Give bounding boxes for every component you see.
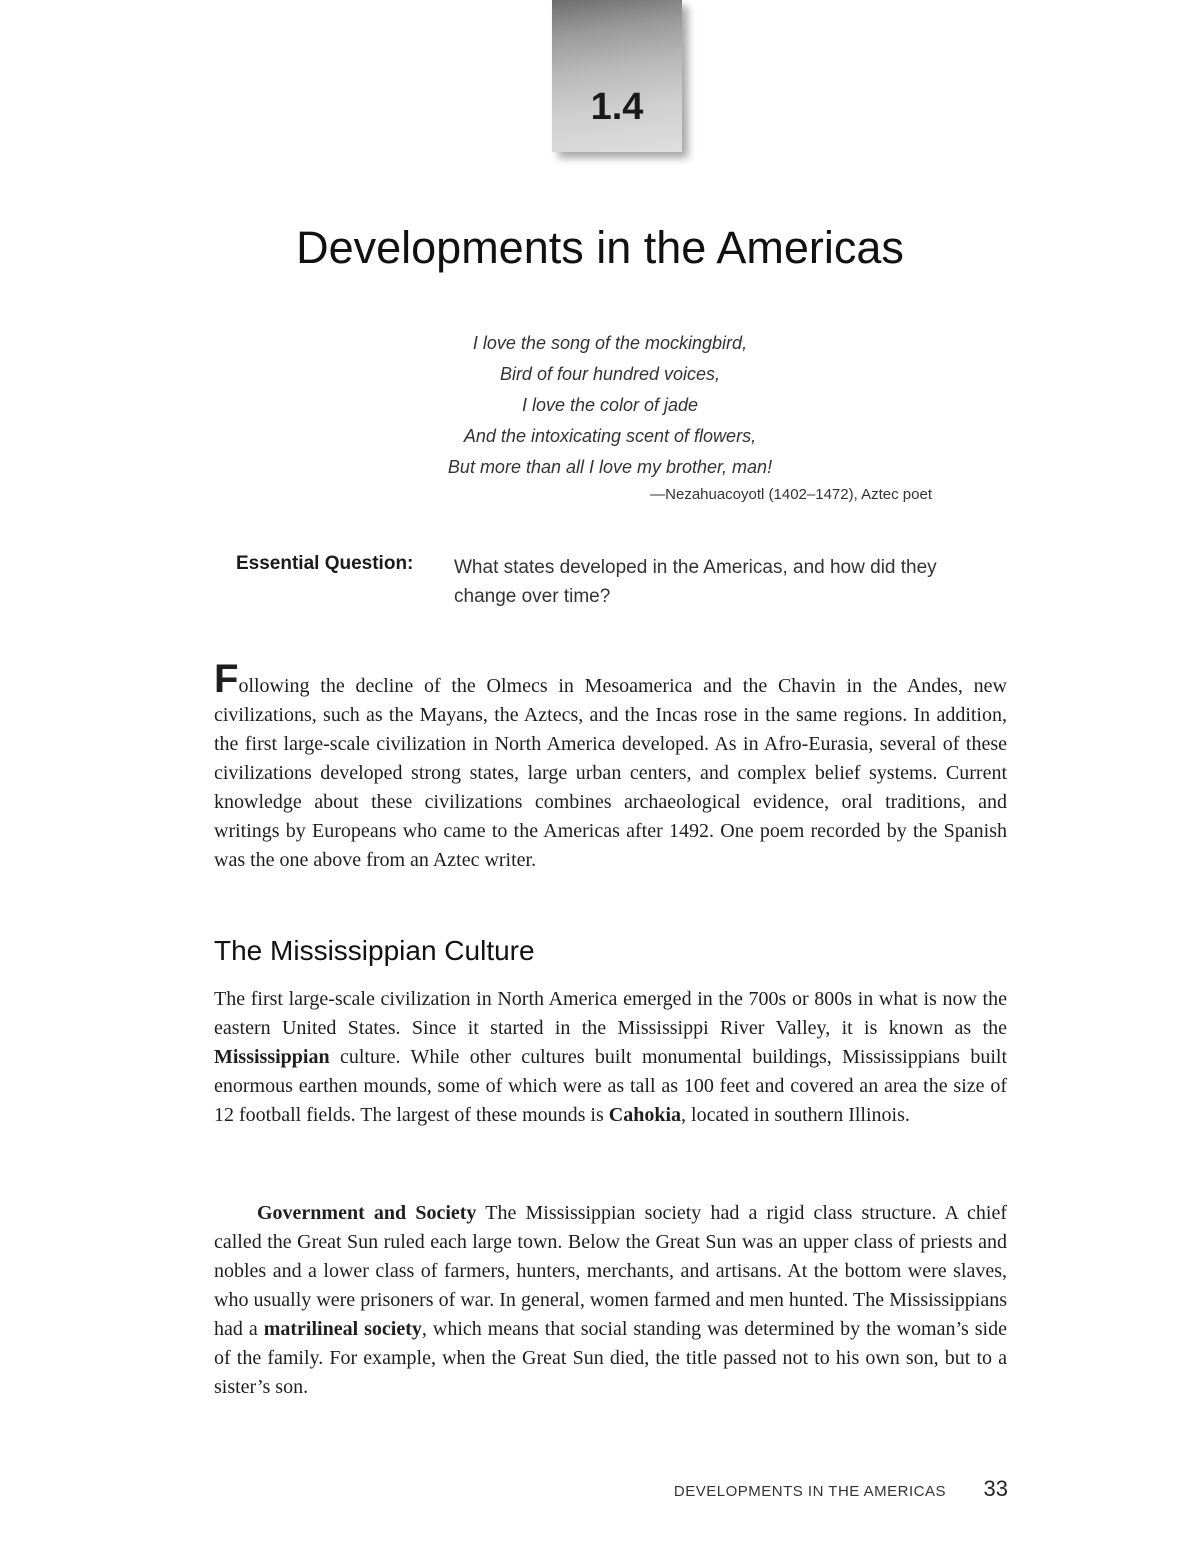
poem-line: And the intoxicating scent of flowers, bbox=[463, 426, 757, 446]
intro-text: ollowing the decline of the Olmecs in Mesoamerica and the Chavin in the Andes, new civilizations, such as the Mayans, the Aztecs, and the Incas rose in the same regions. In addition, the first large-scale civilization in North America developed. As in Afro-Eurasia, several of these civilizations developed strong states, large urban centers, and complex belief systems. Current knowledge about these civilizations combines archaeological evidence, oral traditions, and writings by Europeans who came to the Americas after 1492. One poem recorded by the Spanish was the one above from an Aztec writer. bbox=[214, 675, 1007, 871]
section-number: 1.4 bbox=[590, 86, 644, 128]
epigraph-poem bbox=[300, 328, 920, 483]
intro-paragraph bbox=[214, 657, 1007, 875]
subsection-heading: Government and Society bbox=[257, 1202, 477, 1224]
key-term-matrilineal: matrilineal society bbox=[263, 1318, 422, 1340]
key-term-cahokia: Cahokia bbox=[608, 1104, 682, 1126]
paragraph-text: culture. While other cultures built monumental buildings, Mississippians built enormous earthen mounds, some of which were as tall as 100 feet and covered an area the size of 12 football fields. The largest of these mounds is bbox=[214, 1046, 1007, 1126]
paragraph-text: The Mississippian society had a rigid class structure. A chief called the Great Sun ruled each large town. Below the Great Sun was an upper class of priests and nobles and a lower class of farmers, hunters, merchants, and artisans. At the bottom were slaves, who usually were prisoners of war. In general, women farmed and men hunted. The Mississippians had a bbox=[214, 1202, 1008, 1340]
page-number: 33 bbox=[983, 1476, 1008, 1501]
paragraph-text: The first large-scale civilization in North America emerged in the 700s or 800s in what is now the eastern United States. Since it started in the Mississippi River Valley, it is known as the bbox=[214, 988, 1007, 1039]
section-tab bbox=[552, 0, 682, 152]
drop-cap: F bbox=[214, 657, 239, 701]
running-footer-title: DEVELOPMENTS IN THE AMERICAS bbox=[673, 1483, 946, 1500]
essential-question-label: Essential Question: bbox=[236, 553, 414, 574]
key-term-mississippian: Mississippian bbox=[214, 1046, 330, 1068]
chapter-title: Developments in the Americas bbox=[296, 222, 904, 273]
paragraph-text: , which means that social standing was determined by the woman’s side of the family. For example, when the Great Sun died, the title passed not to his own son, but to a sister’s son. bbox=[214, 1318, 1007, 1398]
poem-line: But more than all I love my brother, man! bbox=[447, 457, 773, 477]
essential-question-text: What states developed in the Americas, and how did they change over time? bbox=[454, 557, 937, 607]
government-society-paragraph bbox=[214, 1199, 1007, 1402]
poem-line: Bird of four hundred voices, bbox=[499, 364, 721, 384]
poem-line: I love the song of the mockingbird, bbox=[472, 333, 748, 353]
poem-line: I love the color of jade bbox=[521, 395, 699, 415]
paragraph-text: , located in southern Illinois. bbox=[681, 1104, 910, 1126]
mississippian-paragraph bbox=[214, 985, 1007, 1130]
section-heading: The Mississippian Culture bbox=[214, 935, 535, 966]
poem-attribution: —Nezahuacoyotl (1402–1472), Aztec poet bbox=[650, 486, 932, 503]
